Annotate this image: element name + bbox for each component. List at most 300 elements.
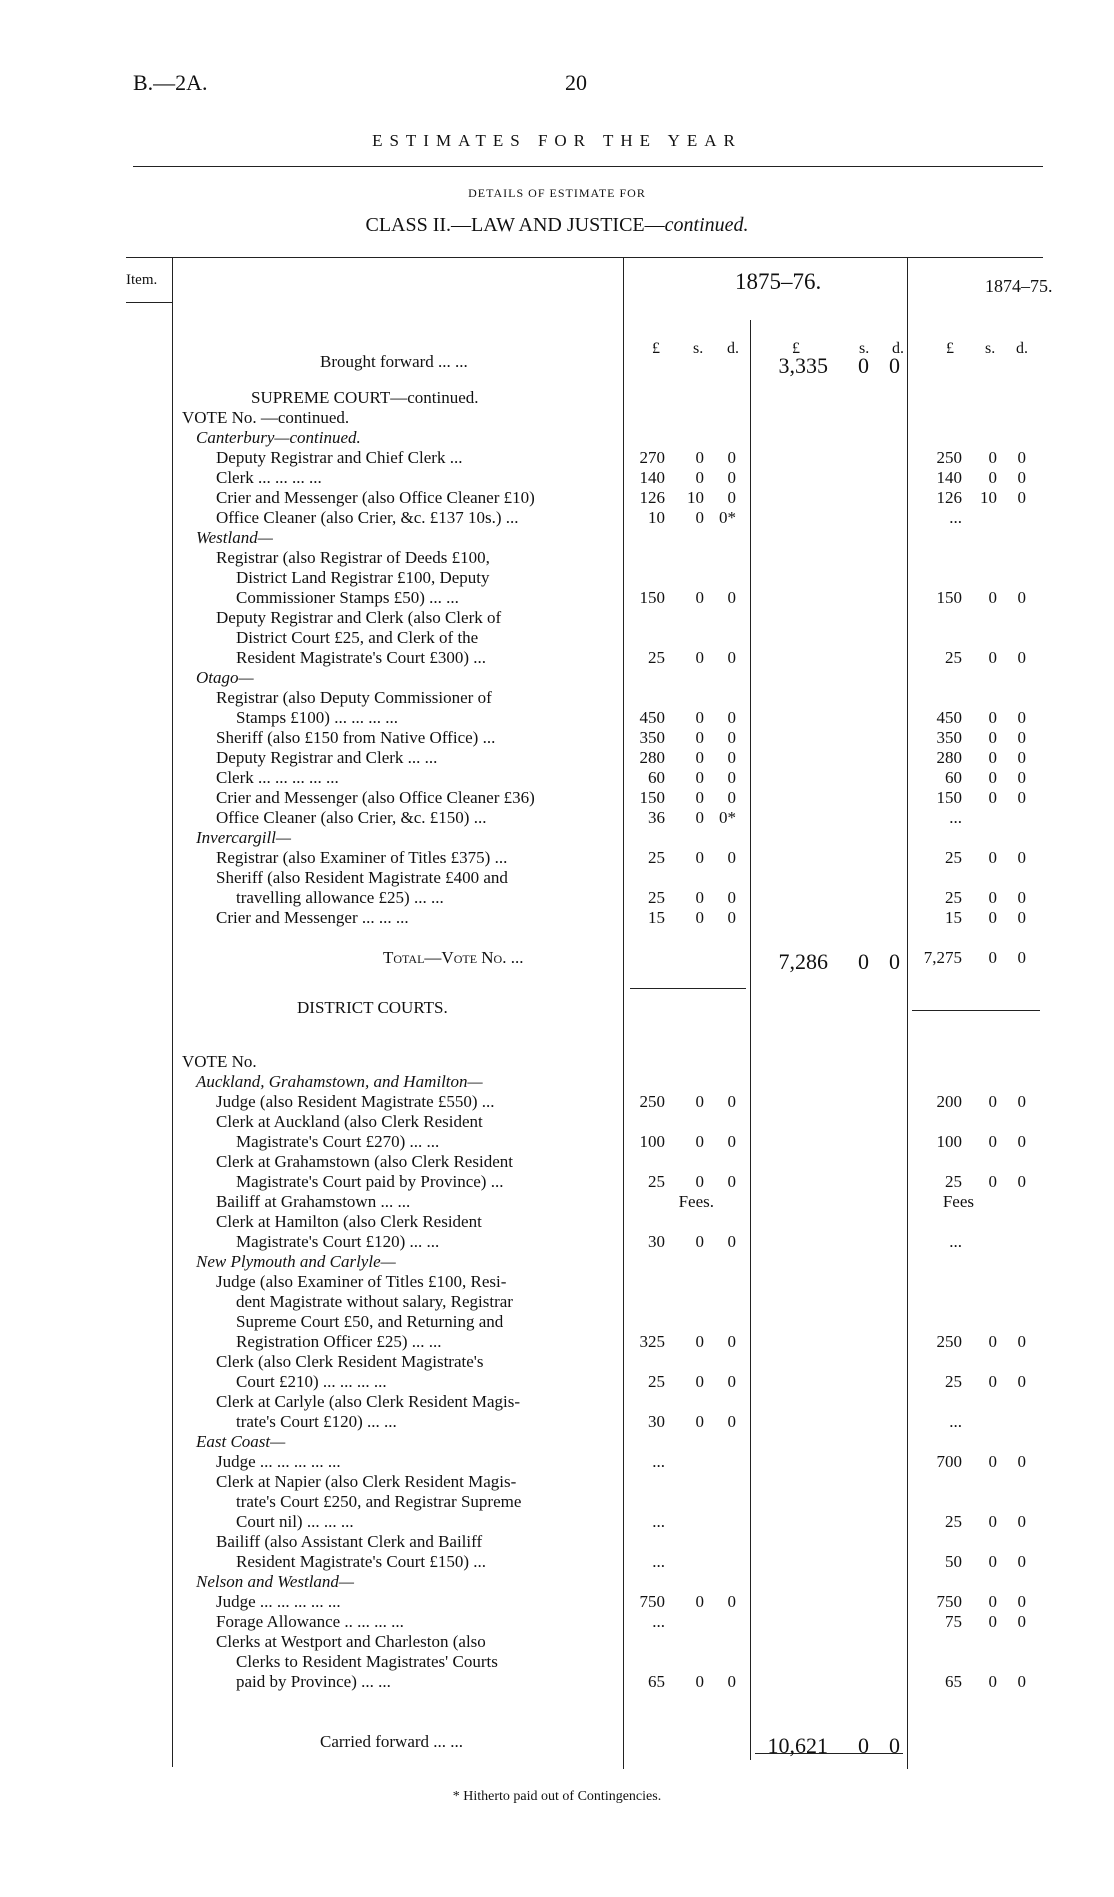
- amount-pounds: 65: [648, 1672, 665, 1691]
- amount-pence: 0: [727, 1232, 736, 1251]
- previous-pence: 0: [1017, 1452, 1026, 1471]
- row-description: Judge (also Resident Magistrate £550) ...: [216, 1092, 495, 1111]
- shillings-header-a: s.: [693, 340, 704, 357]
- row-description: DISTRICT COURTS.: [297, 998, 448, 1017]
- previous-pounds: ...: [949, 1232, 962, 1251]
- amount-pounds: 325: [639, 1332, 665, 1351]
- table-row: [0, 1172, 1114, 1191]
- previous-pounds: 140: [936, 468, 962, 487]
- amount-shillings: 0: [695, 708, 704, 727]
- row-description: Crier and Messenger (also Office Cleaner £36): [216, 788, 535, 807]
- row-description: Clerk at Hamilton (also Clerk Resident: [216, 1212, 482, 1231]
- footnote: * Hitherto paid out of Contingencies.: [452, 1789, 662, 1804]
- row-description: Deputy Registrar and Clerk (also Clerk of: [216, 608, 502, 627]
- amount-pence: 0: [727, 448, 736, 467]
- previous-pounds: 25: [945, 1172, 962, 1191]
- row-description: East Coast—: [196, 1432, 286, 1451]
- table-row: [0, 568, 1114, 587]
- row-description: Magistrate's Court £120) ... ...: [236, 1232, 440, 1251]
- amount-shillings: 0: [695, 588, 704, 607]
- row-description: VOTE No.: [182, 1052, 257, 1071]
- previous-pence: 0: [1017, 748, 1026, 767]
- row-description: Commissioner Stamps £50) ... ...: [236, 588, 459, 607]
- previous-pounds: 200: [936, 1092, 962, 1111]
- previous-pounds: 750: [936, 1592, 962, 1611]
- table-row: [0, 1192, 1114, 1211]
- previous-pence: 0: [1017, 1172, 1026, 1191]
- amount-pounds: ...: [652, 1512, 665, 1531]
- total-pounds: 7,286: [778, 949, 828, 974]
- row-description: Bailiff (also Assistant Clerk and Bailiff: [216, 1532, 483, 1551]
- table-row: [0, 1452, 1114, 1471]
- total-shillings: 0: [858, 353, 869, 378]
- previous-pounds: ...: [949, 808, 962, 827]
- previous-pounds: 700: [936, 1452, 962, 1471]
- table-row: [0, 1312, 1114, 1331]
- row-description: Magistrate's Court paid by Province) ...: [236, 1172, 504, 1191]
- amount-pence: 0: [727, 888, 736, 907]
- previous-shillings: 0: [988, 948, 997, 967]
- row-description: Registrar (also Examiner of Titles £375) ...: [216, 848, 508, 867]
- row-description: Court nil) ... ... ...: [236, 1512, 354, 1531]
- amount-shillings: 0: [695, 768, 704, 787]
- previous-shillings: 0: [988, 1092, 997, 1111]
- previous-pounds: 75: [945, 1612, 962, 1631]
- table-row: [0, 1512, 1114, 1531]
- row-description: Judge ... ... ... ... ...: [216, 1592, 341, 1611]
- amount-shillings: 0: [695, 1592, 704, 1611]
- row-description: Resident Magistrate's Court £150) ...: [236, 1552, 487, 1571]
- row-description: Carried forward ... ...: [320, 1732, 464, 1751]
- amount-pounds: ...: [652, 1452, 665, 1471]
- previous-pounds: 126: [936, 488, 962, 507]
- table-row: [0, 768, 1114, 787]
- shillings-header-b: s.: [859, 340, 870, 357]
- previous-pounds: 25: [945, 888, 962, 907]
- amount-pounds: 750: [639, 1592, 665, 1611]
- table-row: [0, 528, 1114, 547]
- previous-shillings: 0: [988, 708, 997, 727]
- table-row: [0, 688, 1114, 707]
- table-row: [0, 488, 1114, 507]
- row-description: Supreme Court £50, and Returning and: [236, 1312, 504, 1331]
- previous-shillings: 0: [988, 1612, 997, 1631]
- previous-pounds: 50: [945, 1552, 962, 1571]
- previous-pence: 0: [1017, 468, 1026, 487]
- amount-pounds: 450: [639, 708, 665, 727]
- row-description: Registration Officer £25) ... ...: [236, 1332, 442, 1351]
- table-row: [0, 508, 1114, 527]
- previous-pounds: 100: [936, 1132, 962, 1151]
- previous-pence: 0: [1017, 948, 1026, 967]
- previous-pence: 0: [1017, 768, 1026, 787]
- amount-pounds: 250: [639, 1092, 665, 1111]
- table-row: [0, 1412, 1114, 1431]
- total-shillings: 0: [858, 1733, 869, 1758]
- table-row: [0, 708, 1114, 727]
- previous-shillings: 0: [988, 1372, 997, 1391]
- previous-shillings: 0: [988, 1172, 997, 1191]
- row-description: Deputy Registrar and Clerk ... ...: [216, 748, 438, 767]
- total-rule: [630, 988, 746, 989]
- row-description: Magistrate's Court £270) ... ...: [236, 1132, 440, 1151]
- table-row: [0, 848, 1114, 867]
- total-pounds: 10,621: [767, 1733, 828, 1758]
- amount-pence: 0: [727, 1592, 736, 1611]
- amount-shillings: 0: [695, 808, 704, 827]
- previous-pence: 0: [1017, 1552, 1026, 1571]
- amount-shillings: 0: [695, 908, 704, 927]
- previous-shillings: 0: [988, 468, 997, 487]
- row-description: Clerk at Grahamstown (also Clerk Resident: [216, 1152, 513, 1171]
- table-row: [0, 1592, 1114, 1611]
- row-description: Court £210) ... ... ... ...: [236, 1372, 387, 1391]
- previous-pounds: 250: [936, 1332, 962, 1351]
- amount-shillings: 0: [695, 848, 704, 867]
- table-row: [0, 1652, 1114, 1671]
- previous-pounds: 350: [936, 728, 962, 747]
- table-row: [0, 788, 1114, 807]
- previous-pounds: ...: [949, 1412, 962, 1431]
- amount-shillings: 0: [695, 1172, 704, 1191]
- row-description: District Court £25, and Clerk of the: [236, 628, 479, 647]
- document-reference: B.—2A.: [133, 70, 208, 95]
- amount-pence: 0: [727, 1332, 736, 1351]
- amount-pence: 0: [727, 468, 736, 487]
- previous-shillings: 0: [988, 888, 997, 907]
- amount-pence: 0: [727, 588, 736, 607]
- total-shillings: 0: [858, 949, 869, 974]
- amount-pounds: 10: [648, 508, 665, 527]
- table-row: [0, 1212, 1114, 1231]
- amount-shillings: 10: [687, 488, 704, 507]
- table-row: [0, 468, 1114, 487]
- previous-pence: 0: [1017, 708, 1026, 727]
- previous-shillings: 0: [988, 748, 997, 767]
- previous-fees: Fees: [942, 1192, 974, 1211]
- row-description: Crier and Messenger ... ... ...: [216, 908, 409, 927]
- row-description: Crier and Messenger (also Office Cleaner £10): [216, 488, 535, 507]
- row-description: Registrar (also Registrar of Deeds £100,: [216, 548, 490, 567]
- row-description: Judge (also Examiner of Titles £100, Resi-: [216, 1272, 507, 1291]
- row-description: Clerk at Napier (also Clerk Resident Magis-: [216, 1472, 517, 1491]
- amount-pounds: 140: [639, 468, 665, 487]
- row-description: Clerks to Resident Magistrates' Courts: [236, 1652, 498, 1671]
- amount-pence: 0: [727, 1412, 736, 1431]
- table-row: [0, 1072, 1114, 1091]
- table-row: [0, 868, 1114, 887]
- amount-pence: 0: [727, 1092, 736, 1111]
- row-description: SUPREME COURT—continued.: [251, 388, 479, 407]
- row-description: Office Cleaner (also Crier, &c. £137 10s.) ...: [216, 508, 519, 527]
- amount-shillings: 0: [695, 1092, 704, 1111]
- previous-pence: 0: [1017, 1132, 1026, 1151]
- amount-pounds: 25: [648, 888, 665, 907]
- previous-shillings: 0: [988, 908, 997, 927]
- row-description: Invercargill—: [196, 828, 292, 847]
- table-row: [0, 1612, 1114, 1631]
- row-description: New Plymouth and Carlyle—: [196, 1252, 396, 1271]
- amount-pence: 0: [727, 788, 736, 807]
- previous-shillings: 0: [988, 588, 997, 607]
- table-row: [0, 388, 1114, 407]
- previous-pence: 0: [1017, 1092, 1026, 1111]
- previous-pounds: 25: [945, 1512, 962, 1531]
- previous-pence: 0: [1017, 1612, 1026, 1631]
- previous-shillings: 0: [988, 648, 997, 667]
- amount-pounds: 150: [639, 588, 665, 607]
- previous-shillings: 0: [988, 768, 997, 787]
- table-row: [0, 728, 1114, 747]
- amount-pounds: 60: [648, 768, 665, 787]
- amount-shillings: 0: [695, 648, 704, 667]
- previous-pence: 0: [1017, 648, 1026, 667]
- table-row: [0, 1352, 1114, 1371]
- row-description: Auckland, Grahamstown, and Hamilton—: [196, 1072, 483, 1091]
- row-description: Canterbury—continued.: [196, 428, 361, 447]
- total-pence: 0: [889, 1733, 900, 1758]
- row-description: Registrar (also Deputy Commissioner of: [216, 688, 492, 707]
- table-row: [0, 648, 1114, 667]
- previous-pounds: 280: [936, 748, 962, 767]
- amount-pounds: 25: [648, 848, 665, 867]
- table-row: [0, 1272, 1114, 1291]
- details-subtitle: DETAILS OF ESTIMATE FOR: [468, 186, 646, 200]
- table-row: [0, 1472, 1114, 1491]
- previous-pence: 0: [1017, 488, 1026, 507]
- amount-pence: 0: [727, 848, 736, 867]
- previous-pence: 0: [1017, 888, 1026, 907]
- amount-pence: 0: [727, 1132, 736, 1151]
- total-pence: 0: [889, 353, 900, 378]
- amount-shillings: 0: [695, 888, 704, 907]
- amount-shillings: 0: [695, 788, 704, 807]
- amount-shillings: 0: [695, 1232, 704, 1251]
- previous-shillings: 0: [988, 1592, 997, 1611]
- amount-pence: 0: [727, 1372, 736, 1391]
- row-description: dent Magistrate without salary, Registrar: [236, 1292, 513, 1311]
- amount-pence: 0*: [719, 508, 736, 527]
- total-pence: 0: [889, 949, 900, 974]
- previous-shillings: 0: [988, 728, 997, 747]
- amount-shillings: 0: [695, 1132, 704, 1151]
- table-row: [0, 1112, 1114, 1131]
- table-row: [0, 908, 1114, 927]
- row-description: Nelson and Westland—: [196, 1572, 355, 1591]
- amount-shillings: 0: [695, 1332, 704, 1351]
- amount-pounds: 30: [648, 1412, 665, 1431]
- row-description: Clerk at Carlyle (also Clerk Resident Magis-: [216, 1392, 521, 1411]
- item-header-rule: [126, 302, 172, 303]
- year-previous-header: 1874–75.: [985, 276, 1053, 296]
- year-current-header: 1875–76.: [735, 269, 822, 294]
- row-description: Westland—: [196, 528, 273, 547]
- table-top-rule: [126, 257, 1043, 258]
- table-row: [0, 828, 1114, 847]
- amount-pounds: 25: [648, 648, 665, 667]
- row-description: District Land Registrar £100, Deputy: [236, 568, 490, 587]
- amount-pence: 0: [727, 728, 736, 747]
- table-row: [0, 1572, 1114, 1591]
- row-description: Sheriff (also £150 from Native Office) ...: [216, 728, 496, 747]
- amount-pence: 0: [727, 1172, 736, 1191]
- previous-pence: 0: [1017, 728, 1026, 747]
- pounds-header-c: £: [946, 340, 954, 357]
- row-description: trate's Court £120) ... ...: [236, 1412, 397, 1431]
- row-description: Otago—: [196, 668, 254, 687]
- table-row: [0, 1132, 1114, 1151]
- row-description: trate's Court £250, and Registrar Supreme: [236, 1492, 522, 1511]
- page-number: 20: [565, 70, 587, 95]
- previous-pounds: 7,275: [923, 948, 962, 967]
- amount-pounds: 350: [639, 728, 665, 747]
- previous-shillings: 0: [988, 1452, 997, 1471]
- amount-shillings: 0: [695, 1412, 704, 1431]
- row-description: paid by Province) ... ...: [236, 1672, 391, 1691]
- previous-pounds: ...: [949, 508, 962, 527]
- table-row: [0, 748, 1114, 767]
- table-row: [0, 408, 1114, 427]
- table-row: [0, 1732, 1114, 1758]
- row-description: Bailiff at Grahamstown ... ...: [216, 1192, 411, 1211]
- row-description: travelling allowance £25) ... ...: [236, 888, 444, 907]
- amount-pence: 0: [727, 768, 736, 787]
- previous-shillings: 0: [988, 448, 997, 467]
- row-description: Stamps £100) ... ... ... ...: [236, 708, 398, 727]
- previous-pounds: 150: [936, 588, 962, 607]
- table-row: [0, 998, 1114, 1017]
- table-row: [0, 1492, 1114, 1511]
- pounds-header-a: £: [652, 340, 660, 357]
- amount-pounds: 150: [639, 788, 665, 807]
- table-row: [0, 1632, 1114, 1651]
- previous-pounds: 65: [945, 1672, 962, 1691]
- amount-pounds: ...: [652, 1612, 665, 1631]
- table-row: [0, 1532, 1114, 1551]
- previous-pounds: 250: [936, 448, 962, 467]
- table-row: [0, 428, 1114, 447]
- table-row: [0, 1432, 1114, 1451]
- table-row: [0, 1552, 1114, 1571]
- amount-fees: Fees.: [678, 1192, 714, 1211]
- row-description: Sheriff (also Resident Magistrate £400 and: [216, 868, 508, 887]
- previous-shillings: 10: [980, 488, 997, 507]
- amount-pence: 0: [727, 748, 736, 767]
- table-row: [0, 808, 1114, 827]
- table-row: [0, 548, 1114, 567]
- row-description: Clerk at Auckland (also Clerk Resident: [216, 1112, 483, 1131]
- previous-pounds: 150: [936, 788, 962, 807]
- table-row: [0, 1232, 1114, 1251]
- previous-pounds: 25: [945, 648, 962, 667]
- previous-pence: 0: [1017, 1592, 1026, 1611]
- row-description: Clerks at Westport and Charleston (also: [216, 1632, 486, 1651]
- amount-pounds: 30: [648, 1232, 665, 1251]
- table-row: [0, 588, 1114, 607]
- previous-shillings: 0: [988, 1512, 997, 1531]
- previous-pence: 0: [1017, 788, 1026, 807]
- amount-shillings: 0: [695, 748, 704, 767]
- previous-shillings: 0: [988, 788, 997, 807]
- amount-pounds: 15: [648, 908, 665, 927]
- table-row: [0, 1372, 1114, 1391]
- amount-shillings: 0: [695, 1672, 704, 1691]
- row-description: Judge ... ... ... ... ...: [216, 1452, 341, 1471]
- table-row: [0, 1332, 1114, 1351]
- previous-shillings: 0: [988, 1552, 997, 1571]
- previous-pence: 0: [1017, 448, 1026, 467]
- amount-pounds: 25: [648, 1372, 665, 1391]
- table-row: [0, 1152, 1114, 1171]
- table-row: [0, 1052, 1114, 1071]
- row-description: Clerk ... ... ... ...: [216, 468, 322, 487]
- row-description: Brought forward ... ...: [320, 352, 468, 371]
- row-description: Clerk ... ... ... ... ...: [216, 768, 339, 787]
- title-rule: [133, 166, 1043, 167]
- previous-pence: 0: [1017, 908, 1026, 927]
- estimates-title: ESTIMATES FOR THE YEAR: [372, 131, 742, 150]
- table-row: [0, 628, 1114, 647]
- table-row: [0, 1092, 1114, 1111]
- amount-pounds: 270: [639, 448, 665, 467]
- amount-pence: 0: [727, 708, 736, 727]
- previous-pence: 0: [1017, 1672, 1026, 1691]
- amount-shillings: 0: [695, 728, 704, 747]
- pence-header-c: d.: [1016, 340, 1028, 357]
- previous-pence: 0: [1017, 1372, 1026, 1391]
- row-description: Clerk (also Clerk Resident Magistrate's: [216, 1352, 484, 1371]
- amount-shillings: 0: [695, 1372, 704, 1391]
- table-row: [0, 1252, 1114, 1271]
- previous-shillings: 0: [988, 1132, 997, 1151]
- item-column-header: Item.: [126, 272, 158, 288]
- table-row: [0, 1392, 1114, 1411]
- class-heading: CLASS II.—LAW AND JUSTICE—continued.: [365, 214, 749, 236]
- previous-pounds: 60: [945, 768, 962, 787]
- shillings-header-c: s.: [985, 340, 996, 357]
- previous-shillings: 0: [988, 1332, 997, 1351]
- amount-pounds: 100: [639, 1132, 665, 1151]
- previous-pounds: 15: [945, 908, 962, 927]
- amount-pence: 0: [727, 908, 736, 927]
- amount-pence: 0*: [719, 808, 736, 827]
- amount-pounds: 25: [648, 1172, 665, 1191]
- amount-shillings: 0: [695, 468, 704, 487]
- previous-pence: 0: [1017, 1512, 1026, 1531]
- amount-pounds: 280: [639, 748, 665, 767]
- pounds-header-b: £: [792, 340, 800, 357]
- table-row: [0, 888, 1114, 907]
- previous-pence: 0: [1017, 588, 1026, 607]
- table-row: [0, 608, 1114, 627]
- row-description: Office Cleaner (also Crier, &c. £150) ...: [216, 808, 487, 827]
- table-row: [0, 948, 1114, 974]
- previous-shillings: 0: [988, 848, 997, 867]
- previous-pence: 0: [1017, 1332, 1026, 1351]
- pence-header-a: d.: [727, 340, 739, 357]
- amount-pence: 0: [727, 488, 736, 507]
- previous-pounds: 25: [945, 848, 962, 867]
- table-row: [0, 1672, 1114, 1691]
- amount-pounds: ...: [652, 1552, 665, 1571]
- table-row: [0, 1292, 1114, 1311]
- previous-shillings: 0: [988, 1672, 997, 1691]
- amount-shillings: 0: [695, 508, 704, 527]
- row-description: Total—Vote No. ...: [383, 948, 524, 967]
- total-pounds: 3,335: [778, 353, 828, 378]
- amount-pounds: 126: [639, 488, 665, 507]
- previous-pounds: 450: [936, 708, 962, 727]
